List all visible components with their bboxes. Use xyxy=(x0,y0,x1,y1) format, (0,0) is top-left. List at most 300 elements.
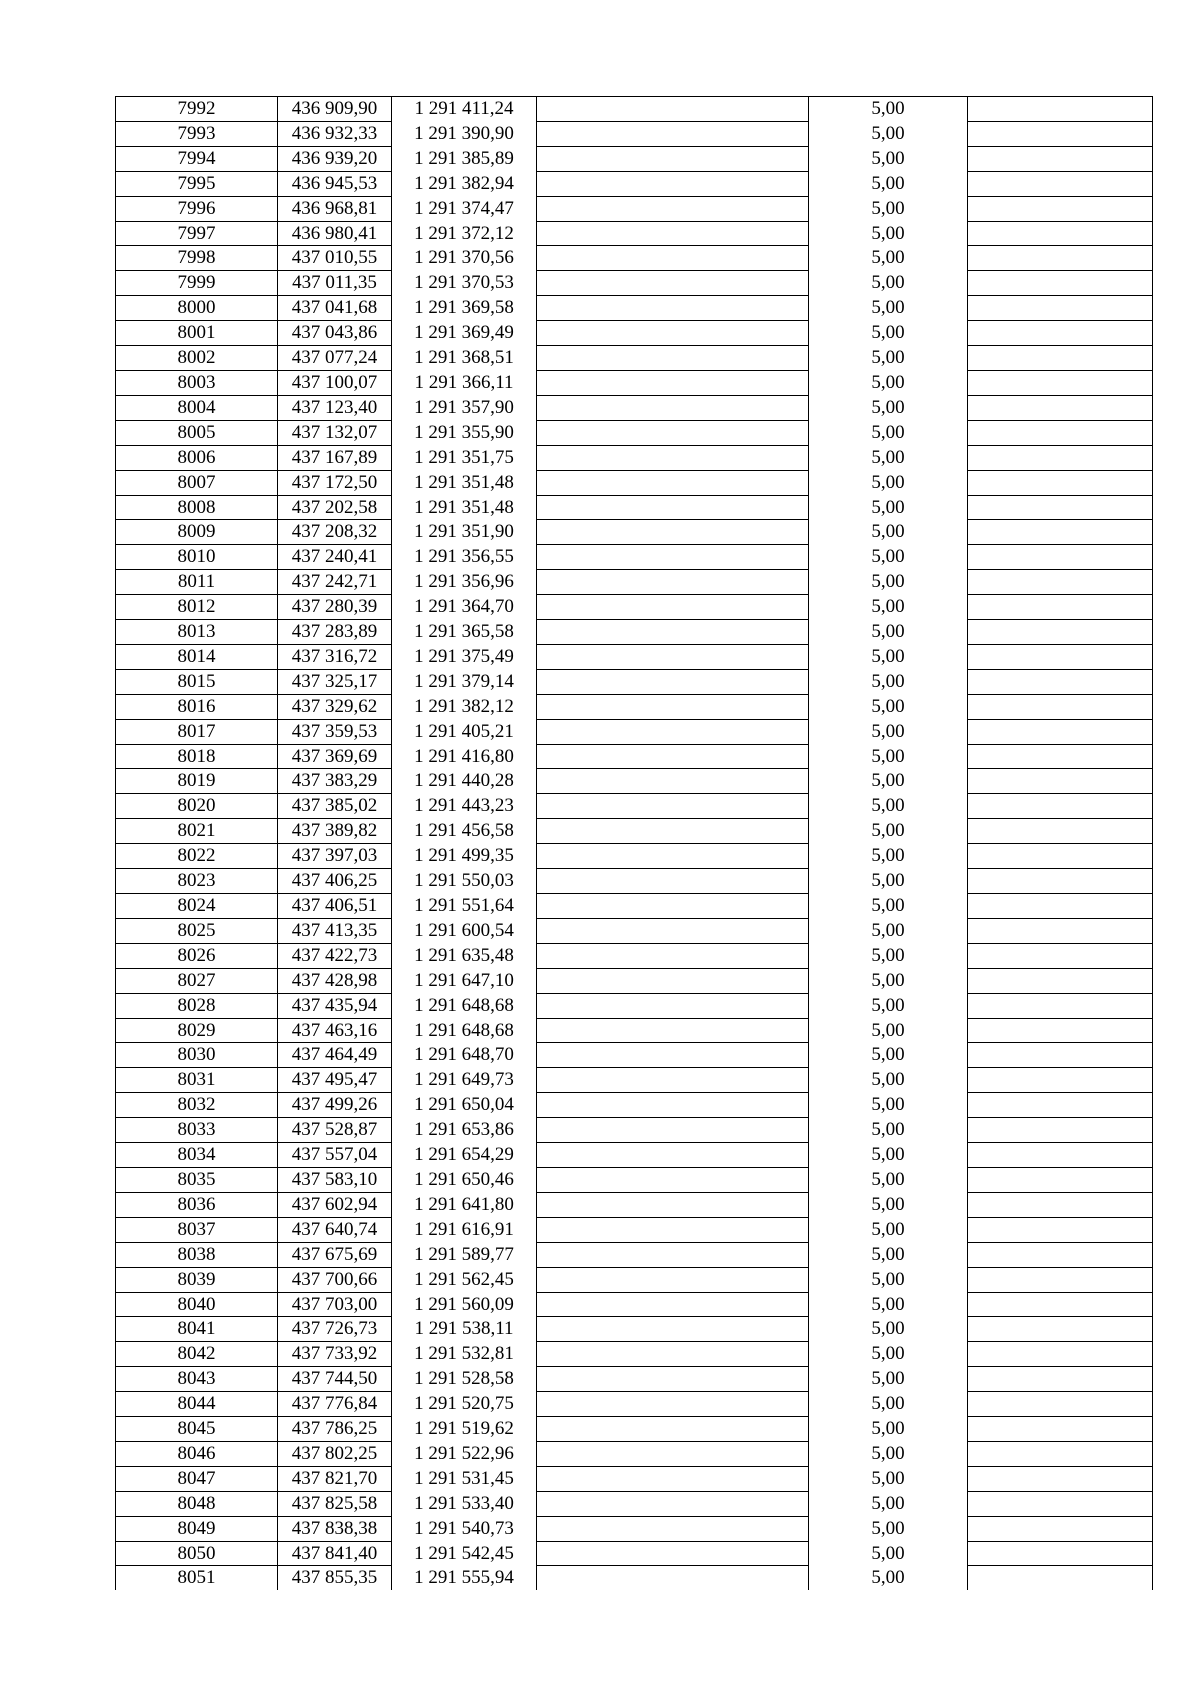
x-coordinate-cell: 437 359,53 xyxy=(278,719,392,744)
y-coordinate-cell: 1 291 416,80 xyxy=(392,744,537,769)
value-cell: 5,00 xyxy=(809,1317,968,1342)
y-coordinate-cell: 1 291 368,51 xyxy=(392,346,537,371)
point-number-cell: 8039 xyxy=(116,1267,278,1292)
point-number-cell: 8028 xyxy=(116,993,278,1018)
x-coordinate-cell: 437 406,25 xyxy=(278,869,392,894)
empty-cell xyxy=(968,1267,1153,1292)
empty-cell xyxy=(968,794,1153,819)
value-cell: 5,00 xyxy=(809,1167,968,1192)
y-coordinate-cell: 1 291 540,73 xyxy=(392,1516,537,1541)
y-coordinate-cell: 1 291 650,46 xyxy=(392,1167,537,1192)
y-coordinate-cell: 1 291 616,91 xyxy=(392,1217,537,1242)
x-coordinate-cell: 437 700,66 xyxy=(278,1267,392,1292)
table-row xyxy=(116,1441,1153,1466)
value-cell: 5,00 xyxy=(809,595,968,620)
y-coordinate-cell: 1 291 385,89 xyxy=(392,146,537,171)
table-row xyxy=(116,968,1153,993)
x-coordinate-cell: 437 316,72 xyxy=(278,644,392,669)
point-number-cell: 8018 xyxy=(116,744,278,769)
empty-cell xyxy=(537,719,809,744)
table-row xyxy=(116,1541,1153,1566)
empty-cell xyxy=(968,918,1153,943)
coordinates-table-body xyxy=(116,97,1153,1591)
empty-cell xyxy=(968,968,1153,993)
value-cell: 5,00 xyxy=(809,121,968,146)
y-coordinate-cell: 1 291 390,90 xyxy=(392,121,537,146)
value-cell: 5,00 xyxy=(809,1143,968,1168)
empty-cell xyxy=(968,719,1153,744)
value-cell: 5,00 xyxy=(809,545,968,570)
x-coordinate-cell: 436 968,81 xyxy=(278,196,392,221)
point-number-cell: 8019 xyxy=(116,769,278,794)
y-coordinate-cell: 1 291 405,21 xyxy=(392,719,537,744)
y-coordinate-cell: 1 291 351,75 xyxy=(392,445,537,470)
value-cell: 5,00 xyxy=(809,1118,968,1143)
empty-cell xyxy=(968,1367,1153,1392)
point-number-cell: 8037 xyxy=(116,1217,278,1242)
empty-cell xyxy=(968,1242,1153,1267)
x-coordinate-cell: 437 428,98 xyxy=(278,968,392,993)
point-number-cell: 8003 xyxy=(116,370,278,395)
y-coordinate-cell: 1 291 648,68 xyxy=(392,1018,537,1043)
table-row xyxy=(116,1018,1153,1043)
x-coordinate-cell: 437 242,71 xyxy=(278,570,392,595)
x-coordinate-cell: 437 776,84 xyxy=(278,1392,392,1417)
x-coordinate-cell: 437 389,82 xyxy=(278,819,392,844)
value-cell: 5,00 xyxy=(809,1392,968,1417)
empty-cell xyxy=(968,1018,1153,1043)
value-cell: 5,00 xyxy=(809,196,968,221)
empty-cell xyxy=(968,1342,1153,1367)
y-coordinate-cell: 1 291 366,11 xyxy=(392,370,537,395)
value-cell: 5,00 xyxy=(809,918,968,943)
y-coordinate-cell: 1 291 372,12 xyxy=(392,221,537,246)
y-coordinate-cell: 1 291 351,48 xyxy=(392,495,537,520)
empty-cell xyxy=(968,1217,1153,1242)
x-coordinate-cell: 437 557,04 xyxy=(278,1143,392,1168)
point-number-cell: 8014 xyxy=(116,644,278,669)
x-coordinate-cell: 437 744,50 xyxy=(278,1367,392,1392)
empty-cell xyxy=(968,844,1153,869)
empty-cell xyxy=(537,1118,809,1143)
empty-cell xyxy=(537,694,809,719)
value-cell: 5,00 xyxy=(809,794,968,819)
y-coordinate-cell: 1 291 440,28 xyxy=(392,769,537,794)
table-row xyxy=(116,1118,1153,1143)
y-coordinate-cell: 1 291 356,96 xyxy=(392,570,537,595)
y-coordinate-cell: 1 291 542,45 xyxy=(392,1541,537,1566)
y-coordinate-cell: 1 291 538,11 xyxy=(392,1317,537,1342)
empty-cell xyxy=(968,894,1153,919)
point-number-cell: 8020 xyxy=(116,794,278,819)
x-coordinate-cell: 437 383,29 xyxy=(278,769,392,794)
table-row xyxy=(116,844,1153,869)
table-row xyxy=(116,520,1153,545)
table-row xyxy=(116,495,1153,520)
x-coordinate-cell: 437 855,35 xyxy=(278,1566,392,1590)
empty-cell xyxy=(537,669,809,694)
table-row xyxy=(116,769,1153,794)
y-coordinate-cell: 1 291 351,90 xyxy=(392,520,537,545)
empty-cell xyxy=(968,420,1153,445)
empty-cell xyxy=(537,445,809,470)
y-coordinate-cell: 1 291 365,58 xyxy=(392,620,537,645)
empty-cell xyxy=(537,644,809,669)
table-row xyxy=(116,1192,1153,1217)
table-row xyxy=(116,1167,1153,1192)
x-coordinate-cell: 437 841,40 xyxy=(278,1541,392,1566)
value-cell: 5,00 xyxy=(809,1292,968,1317)
point-number-cell: 8033 xyxy=(116,1118,278,1143)
value-cell: 5,00 xyxy=(809,1466,968,1491)
empty-cell xyxy=(968,370,1153,395)
y-coordinate-cell: 1 291 499,35 xyxy=(392,844,537,869)
point-number-cell: 8000 xyxy=(116,296,278,321)
x-coordinate-cell: 437 280,39 xyxy=(278,595,392,620)
empty-cell xyxy=(968,545,1153,570)
table-row xyxy=(116,744,1153,769)
empty-cell xyxy=(537,246,809,271)
table-row xyxy=(116,1367,1153,1392)
empty-cell xyxy=(537,1441,809,1466)
value-cell: 5,00 xyxy=(809,1267,968,1292)
y-coordinate-cell: 1 291 653,86 xyxy=(392,1118,537,1143)
point-number-cell: 8046 xyxy=(116,1441,278,1466)
y-coordinate-cell: 1 291 647,10 xyxy=(392,968,537,993)
y-coordinate-cell: 1 291 650,04 xyxy=(392,1093,537,1118)
empty-cell xyxy=(537,1242,809,1267)
x-coordinate-cell: 437 825,58 xyxy=(278,1491,392,1516)
empty-cell xyxy=(968,1167,1153,1192)
empty-cell xyxy=(537,1093,809,1118)
x-coordinate-cell: 437 499,26 xyxy=(278,1093,392,1118)
x-coordinate-cell: 436 909,90 xyxy=(278,97,392,122)
empty-cell xyxy=(537,1342,809,1367)
empty-cell xyxy=(537,1541,809,1566)
y-coordinate-cell: 1 291 443,23 xyxy=(392,794,537,819)
x-coordinate-cell: 437 733,92 xyxy=(278,1342,392,1367)
x-coordinate-cell: 437 463,16 xyxy=(278,1018,392,1043)
empty-cell xyxy=(968,1068,1153,1093)
empty-cell xyxy=(968,97,1153,122)
point-number-cell: 8004 xyxy=(116,395,278,420)
empty-cell xyxy=(537,744,809,769)
empty-cell xyxy=(537,1043,809,1068)
value-cell: 5,00 xyxy=(809,869,968,894)
table-row xyxy=(116,296,1153,321)
point-number-cell: 8048 xyxy=(116,1491,278,1516)
empty-cell xyxy=(968,495,1153,520)
x-coordinate-cell: 437 100,07 xyxy=(278,370,392,395)
point-number-cell: 8032 xyxy=(116,1093,278,1118)
y-coordinate-cell: 1 291 456,58 xyxy=(392,819,537,844)
y-coordinate-cell: 1 291 370,53 xyxy=(392,271,537,296)
y-coordinate-cell: 1 291 519,62 xyxy=(392,1417,537,1442)
empty-cell xyxy=(537,395,809,420)
x-coordinate-cell: 437 369,69 xyxy=(278,744,392,769)
y-coordinate-cell: 1 291 562,45 xyxy=(392,1267,537,1292)
x-coordinate-cell: 437 010,55 xyxy=(278,246,392,271)
empty-cell xyxy=(537,595,809,620)
table-row xyxy=(116,1466,1153,1491)
point-number-cell: 8006 xyxy=(116,445,278,470)
value-cell: 5,00 xyxy=(809,1541,968,1566)
empty-cell xyxy=(968,570,1153,595)
point-number-cell: 8042 xyxy=(116,1342,278,1367)
empty-cell xyxy=(968,271,1153,296)
empty-cell xyxy=(968,1566,1153,1590)
x-coordinate-cell: 437 495,47 xyxy=(278,1068,392,1093)
value-cell: 5,00 xyxy=(809,296,968,321)
y-coordinate-cell: 1 291 356,55 xyxy=(392,545,537,570)
table-row xyxy=(116,1292,1153,1317)
y-coordinate-cell: 1 291 355,90 xyxy=(392,420,537,445)
value-cell: 5,00 xyxy=(809,346,968,371)
empty-cell xyxy=(537,1167,809,1192)
y-coordinate-cell: 1 291 357,90 xyxy=(392,395,537,420)
value-cell: 5,00 xyxy=(809,1217,968,1242)
empty-cell xyxy=(968,395,1153,420)
table-row xyxy=(116,1491,1153,1516)
empty-cell xyxy=(537,869,809,894)
x-coordinate-cell: 436 945,53 xyxy=(278,171,392,196)
empty-cell xyxy=(968,196,1153,221)
table-row xyxy=(116,1068,1153,1093)
y-coordinate-cell: 1 291 379,14 xyxy=(392,669,537,694)
empty-cell xyxy=(968,346,1153,371)
value-cell: 5,00 xyxy=(809,1242,968,1267)
x-coordinate-cell: 437 435,94 xyxy=(278,993,392,1018)
x-coordinate-cell: 437 172,50 xyxy=(278,470,392,495)
point-number-cell: 8011 xyxy=(116,570,278,595)
x-coordinate-cell: 437 041,68 xyxy=(278,296,392,321)
x-coordinate-cell: 437 240,41 xyxy=(278,545,392,570)
table-row xyxy=(116,395,1153,420)
table-row xyxy=(116,196,1153,221)
point-number-cell: 7999 xyxy=(116,271,278,296)
empty-cell xyxy=(537,495,809,520)
y-coordinate-cell: 1 291 528,58 xyxy=(392,1367,537,1392)
point-number-cell: 8012 xyxy=(116,595,278,620)
point-number-cell: 8021 xyxy=(116,819,278,844)
point-number-cell: 8031 xyxy=(116,1068,278,1093)
empty-cell xyxy=(968,121,1153,146)
point-number-cell: 8013 xyxy=(116,620,278,645)
empty-cell xyxy=(968,1466,1153,1491)
empty-cell xyxy=(537,370,809,395)
table-row xyxy=(116,370,1153,395)
empty-cell xyxy=(968,321,1153,346)
value-cell: 5,00 xyxy=(809,769,968,794)
x-coordinate-cell: 437 422,73 xyxy=(278,943,392,968)
table-row xyxy=(116,346,1153,371)
value-cell: 5,00 xyxy=(809,1566,968,1590)
empty-cell xyxy=(968,644,1153,669)
empty-cell xyxy=(968,669,1153,694)
value-cell: 5,00 xyxy=(809,1043,968,1068)
empty-cell xyxy=(968,1541,1153,1566)
empty-cell xyxy=(968,1392,1153,1417)
x-coordinate-cell: 437 413,35 xyxy=(278,918,392,943)
value-cell: 5,00 xyxy=(809,221,968,246)
empty-cell xyxy=(537,321,809,346)
empty-cell xyxy=(537,769,809,794)
y-coordinate-cell: 1 291 369,58 xyxy=(392,296,537,321)
empty-cell xyxy=(968,1317,1153,1342)
table-row xyxy=(116,1143,1153,1168)
table-row xyxy=(116,321,1153,346)
x-coordinate-cell: 437 283,89 xyxy=(278,620,392,645)
x-coordinate-cell: 437 528,87 xyxy=(278,1118,392,1143)
x-coordinate-cell: 437 329,62 xyxy=(278,694,392,719)
y-coordinate-cell: 1 291 649,73 xyxy=(392,1068,537,1093)
table-row xyxy=(116,97,1153,122)
value-cell: 5,00 xyxy=(809,420,968,445)
value-cell: 5,00 xyxy=(809,570,968,595)
x-coordinate-cell: 437 838,38 xyxy=(278,1516,392,1541)
empty-cell xyxy=(968,1441,1153,1466)
x-coordinate-cell: 437 167,89 xyxy=(278,445,392,470)
value-cell: 5,00 xyxy=(809,520,968,545)
empty-cell xyxy=(537,1143,809,1168)
value-cell: 5,00 xyxy=(809,744,968,769)
table-row xyxy=(116,271,1153,296)
x-coordinate-cell: 437 123,40 xyxy=(278,395,392,420)
table-row xyxy=(116,1392,1153,1417)
table-row xyxy=(116,1093,1153,1118)
point-number-cell: 8007 xyxy=(116,470,278,495)
empty-cell xyxy=(968,1043,1153,1068)
y-coordinate-cell: 1 291 411,24 xyxy=(392,97,537,122)
empty-cell xyxy=(537,1217,809,1242)
x-coordinate-cell: 437 802,25 xyxy=(278,1441,392,1466)
empty-cell xyxy=(968,769,1153,794)
point-number-cell: 8009 xyxy=(116,520,278,545)
empty-cell xyxy=(537,420,809,445)
point-number-cell: 8027 xyxy=(116,968,278,993)
empty-cell xyxy=(537,146,809,171)
table-row xyxy=(116,894,1153,919)
empty-cell xyxy=(537,121,809,146)
value-cell: 5,00 xyxy=(809,1068,968,1093)
empty-cell xyxy=(537,1317,809,1342)
x-coordinate-cell: 436 980,41 xyxy=(278,221,392,246)
table-row xyxy=(116,993,1153,1018)
empty-cell xyxy=(968,246,1153,271)
point-number-cell: 8017 xyxy=(116,719,278,744)
empty-cell xyxy=(537,844,809,869)
empty-cell xyxy=(968,221,1153,246)
empty-cell xyxy=(537,1068,809,1093)
table-row xyxy=(116,246,1153,271)
value-cell: 5,00 xyxy=(809,495,968,520)
empty-cell xyxy=(968,595,1153,620)
point-number-cell: 8023 xyxy=(116,869,278,894)
table-row xyxy=(116,146,1153,171)
table-row xyxy=(116,420,1153,445)
empty-cell xyxy=(537,1466,809,1491)
table-row xyxy=(116,1217,1153,1242)
empty-cell xyxy=(537,943,809,968)
x-coordinate-cell: 437 385,02 xyxy=(278,794,392,819)
point-number-cell: 8043 xyxy=(116,1367,278,1392)
empty-cell xyxy=(537,819,809,844)
empty-cell xyxy=(537,620,809,645)
point-number-cell: 8008 xyxy=(116,495,278,520)
table-row xyxy=(116,620,1153,645)
empty-cell xyxy=(537,570,809,595)
point-number-cell: 8029 xyxy=(116,1018,278,1043)
empty-cell xyxy=(968,445,1153,470)
empty-cell xyxy=(537,221,809,246)
x-coordinate-cell: 437 325,17 xyxy=(278,669,392,694)
empty-cell xyxy=(968,993,1153,1018)
x-coordinate-cell: 437 703,00 xyxy=(278,1292,392,1317)
table-row xyxy=(116,669,1153,694)
x-coordinate-cell: 437 726,73 xyxy=(278,1317,392,1342)
table-row xyxy=(116,819,1153,844)
value-cell: 5,00 xyxy=(809,943,968,968)
value-cell: 5,00 xyxy=(809,1417,968,1442)
value-cell: 5,00 xyxy=(809,246,968,271)
table-row xyxy=(116,1417,1153,1442)
value-cell: 5,00 xyxy=(809,894,968,919)
point-number-cell: 8026 xyxy=(116,943,278,968)
point-number-cell: 7995 xyxy=(116,171,278,196)
point-number-cell: 8035 xyxy=(116,1167,278,1192)
empty-cell xyxy=(968,943,1153,968)
x-coordinate-cell: 437 464,49 xyxy=(278,1043,392,1068)
y-coordinate-cell: 1 291 533,40 xyxy=(392,1491,537,1516)
empty-cell xyxy=(537,1566,809,1590)
point-number-cell: 8044 xyxy=(116,1392,278,1417)
empty-cell xyxy=(537,545,809,570)
empty-cell xyxy=(537,1392,809,1417)
value-cell: 5,00 xyxy=(809,1342,968,1367)
y-coordinate-cell: 1 291 370,56 xyxy=(392,246,537,271)
empty-cell xyxy=(537,1417,809,1442)
x-coordinate-cell: 437 077,24 xyxy=(278,346,392,371)
value-cell: 5,00 xyxy=(809,1367,968,1392)
value-cell: 5,00 xyxy=(809,321,968,346)
value-cell: 5,00 xyxy=(809,968,968,993)
value-cell: 5,00 xyxy=(809,719,968,744)
y-coordinate-cell: 1 291 589,77 xyxy=(392,1242,537,1267)
empty-cell xyxy=(537,968,809,993)
point-number-cell: 8040 xyxy=(116,1292,278,1317)
empty-cell xyxy=(537,1367,809,1392)
value-cell: 5,00 xyxy=(809,97,968,122)
empty-cell xyxy=(968,744,1153,769)
empty-cell xyxy=(968,171,1153,196)
empty-cell xyxy=(537,171,809,196)
empty-cell xyxy=(537,1267,809,1292)
point-number-cell: 7997 xyxy=(116,221,278,246)
empty-cell xyxy=(537,271,809,296)
x-coordinate-cell: 437 397,03 xyxy=(278,844,392,869)
point-number-cell: 8005 xyxy=(116,420,278,445)
table-row xyxy=(116,1516,1153,1541)
point-number-cell: 7993 xyxy=(116,121,278,146)
empty-cell xyxy=(968,1118,1153,1143)
table-row xyxy=(116,794,1153,819)
empty-cell xyxy=(537,296,809,321)
table-row xyxy=(116,221,1153,246)
y-coordinate-cell: 1 291 374,47 xyxy=(392,196,537,221)
value-cell: 5,00 xyxy=(809,819,968,844)
point-number-cell: 8047 xyxy=(116,1466,278,1491)
empty-cell xyxy=(968,1516,1153,1541)
